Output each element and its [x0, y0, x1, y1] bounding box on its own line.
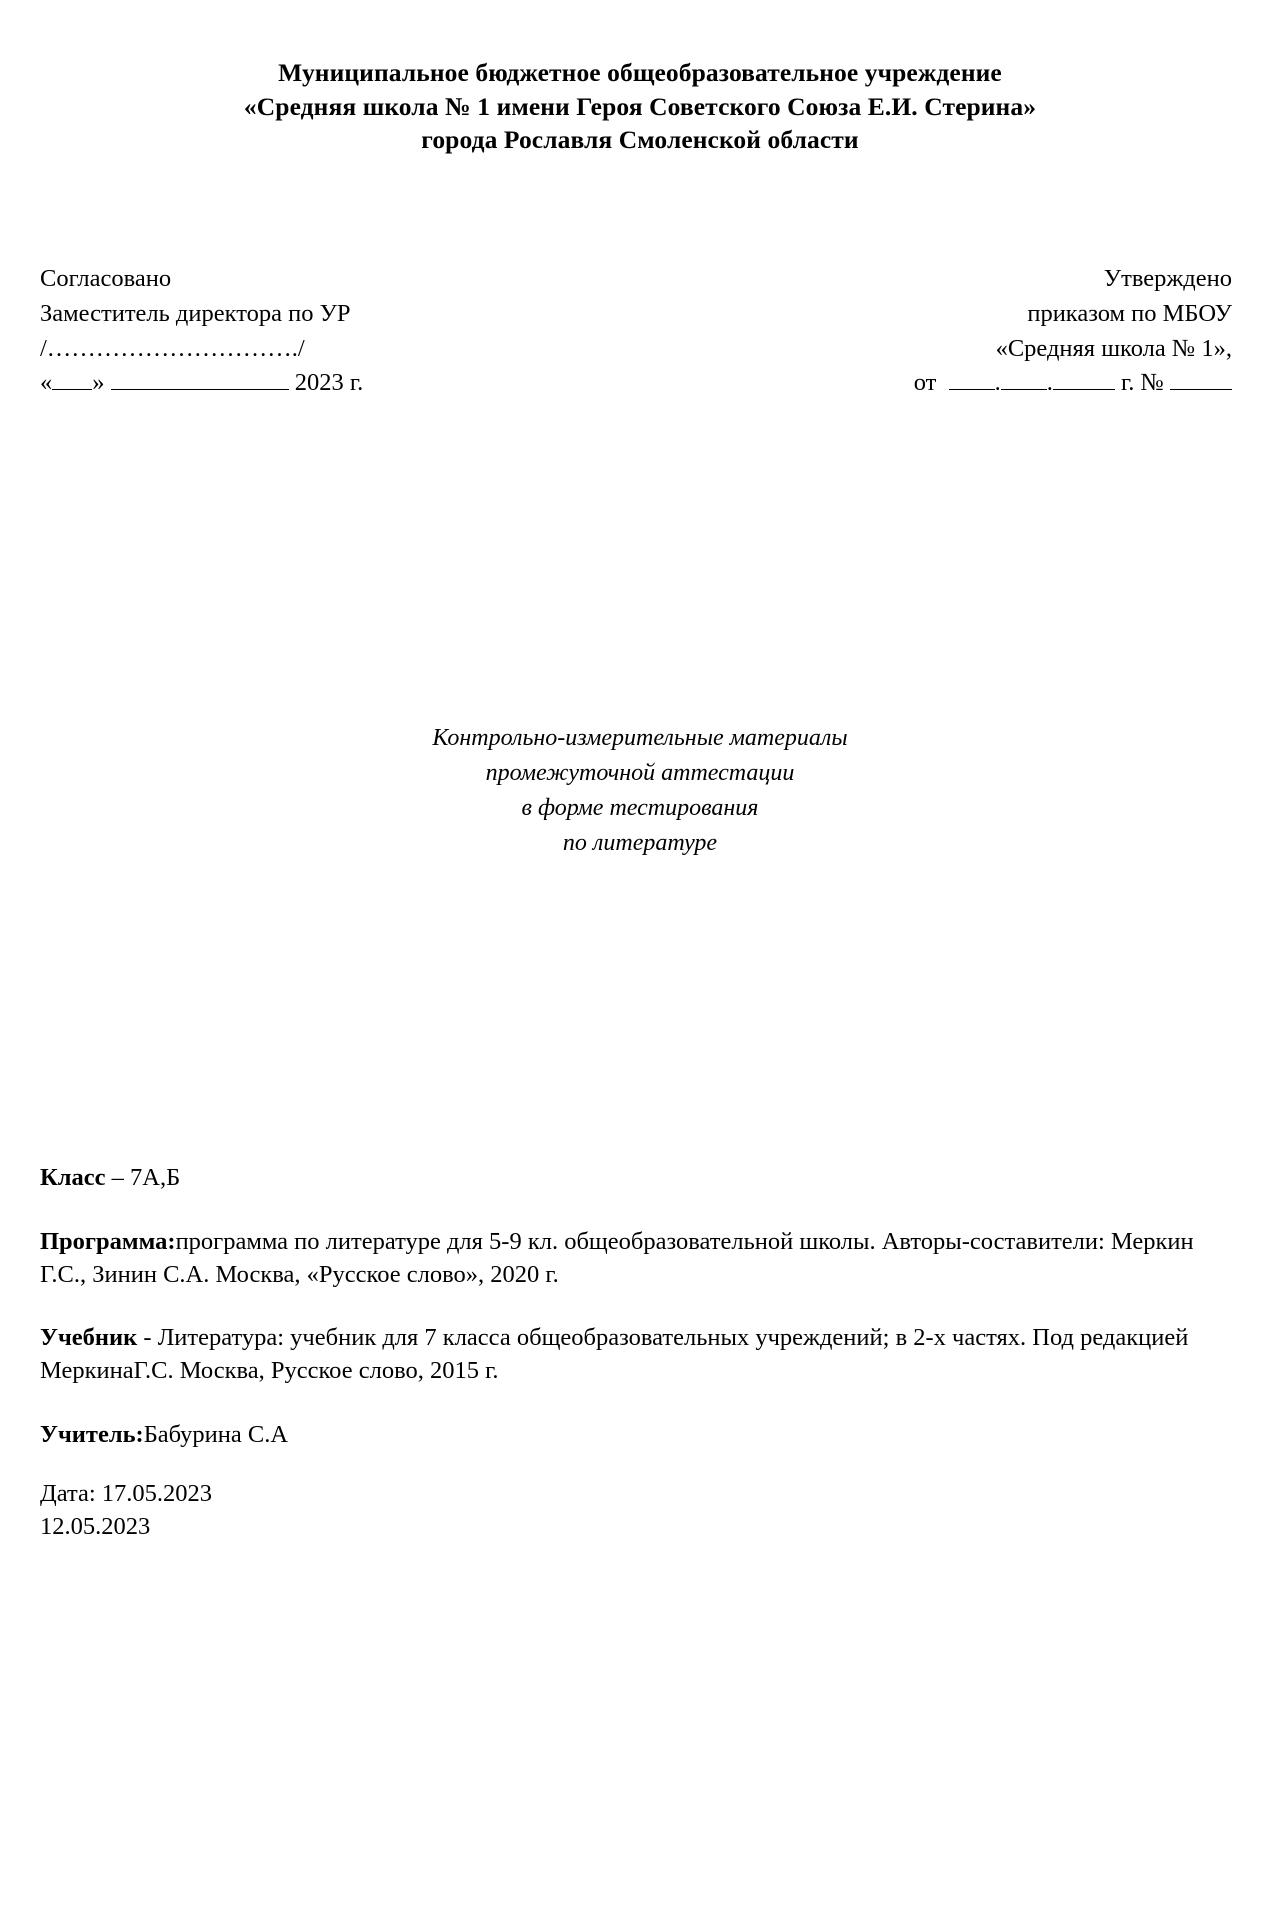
- textbook-label: Учебник: [40, 1324, 138, 1352]
- teacher-value: Бабурина С.А: [143, 1420, 289, 1448]
- approval-year: 2023 г.: [294, 369, 364, 397]
- date-quote-close: »: [92, 369, 105, 397]
- order-number-blank: [1170, 389, 1232, 390]
- approval-row: [40, 262, 1240, 401]
- institution-header: [40, 56, 1240, 157]
- program-row: [40, 1225, 1240, 1292]
- date-quote-open: «: [40, 369, 53, 397]
- order-by-label: приказом по МБОУ: [1027, 299, 1232, 327]
- date-block: [40, 1477, 1240, 1544]
- assessment-title-line-1: Контрольно-измерительные материалы: [432, 725, 848, 752]
- order-from-label: от: [913, 369, 937, 397]
- teacher-label: Учитель:: [40, 1420, 144, 1448]
- assessment-title-line-3: в форме тестирования: [521, 795, 759, 822]
- approved-by-label: Согласовано: [40, 264, 172, 292]
- document-content: [40, 0, 1240, 1544]
- order-dot-1: .: [994, 369, 1001, 397]
- school-name-label: «Средняя школа № 1»,: [995, 334, 1232, 362]
- order-month-blank: [1001, 389, 1047, 390]
- class-row: [40, 1161, 1240, 1194]
- textbook-row: [40, 1321, 1240, 1388]
- class-label: Класс: [40, 1164, 106, 1192]
- month-blank: [111, 389, 289, 390]
- confirmed-label: Утверждено: [1103, 264, 1232, 292]
- deputy-director-label: Заместитель директора по УР: [40, 299, 351, 327]
- signature-dotted-line: /…………………………./: [40, 334, 305, 362]
- day-blank: [52, 389, 92, 390]
- course-metadata: [40, 1161, 1240, 1544]
- assessment-title: [40, 721, 1240, 861]
- institution-header-line-1: Муниципальное бюджетное общеобразовательное учреждение: [278, 58, 1002, 87]
- program-value: программа по литературе для 5-9 кл. общеобразовательной школы. Авторы-составители: Меркин Г.С., Зинин С.А. Москва, «Русское слово», 2020 г.: [40, 1227, 1194, 1288]
- order-number-label: г. №: [1120, 369, 1164, 397]
- assessment-title-line-4: по литературе: [562, 830, 718, 857]
- approval-block-left: [40, 262, 363, 401]
- institution-header-line-3: города Рославля Смоленской области: [421, 125, 859, 155]
- order-dot-2: .: [1046, 369, 1053, 397]
- program-label: Программа:: [40, 1227, 176, 1255]
- date-line-2: 12.05.2023: [40, 1513, 151, 1541]
- teacher-row: [40, 1418, 1240, 1451]
- assessment-title-line-2: промежуточной аттестации: [485, 760, 795, 787]
- date-line-1: Дата: 17.05.2023: [40, 1480, 213, 1508]
- approval-block-right: [914, 262, 1240, 401]
- institution-header-line-2: «Средняя школа № 1 имени Героя Советского Союза Е.И. Стерина»: [243, 91, 1037, 121]
- textbook-value: - Литература: учебник для 7 класса общеобразовательных учреждений; в 2-х частях. Под редакцией МеркинаГ.С. Москва, Русское слово, 2015 г.: [40, 1324, 1189, 1385]
- order-year-blank: [1053, 389, 1115, 390]
- order-day-blank: [949, 389, 995, 390]
- approval-date-line: [40, 366, 363, 401]
- class-value: – 7А,Б: [105, 1164, 181, 1192]
- order-date-line: [914, 366, 1232, 401]
